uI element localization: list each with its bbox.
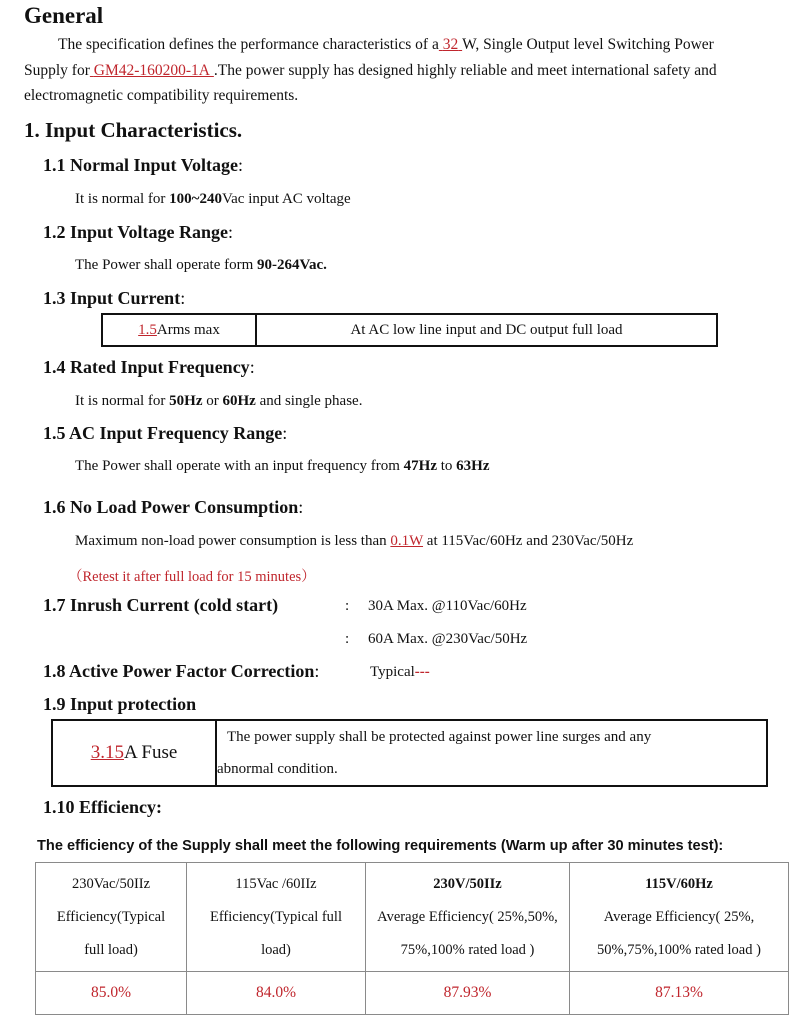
- protection-description: The power supply shall be protected against power line surges and any abnormal condition.: [216, 720, 767, 786]
- input-current-table: [101, 313, 718, 347]
- power-factor-value: Typical---: [370, 664, 430, 680]
- general-paragraph-line-1: [58, 32, 714, 58]
- efficiency-value-115v-typical: 84.0%: [187, 972, 366, 1015]
- heading-1-9: 1.9 Input protection: [43, 694, 197, 714]
- efficiency-header-230v-average: 230V/50IIz Average Efficiency( 25%,50%, 75%,100% rated load ): [366, 863, 570, 972]
- frequency-range-text: The Power shall operate with an input frequency from 47Hz to 63Hz: [75, 458, 490, 474]
- general-text: W, Single Output level Switching Power: [462, 36, 714, 53]
- efficiency-value-230v-typical: 85.0%: [36, 972, 187, 1015]
- efficiency-value-row: [36, 972, 789, 1015]
- efficiency-header-row: [36, 863, 789, 972]
- general-text: Supply for: [24, 62, 90, 79]
- heading-1-7: 1.7 Inrush Current (cold start): [43, 595, 279, 615]
- input-current-value: 1.5Arms max: [102, 314, 256, 346]
- efficiency-header-115v-average: 115V/60Hz Average Efficiency( 25%, 50%,75%,100% rated load ): [570, 863, 789, 972]
- heading-1-5: 1.5 AC Input Frequency Range:: [43, 423, 288, 443]
- inrush-current-110v: 30A Max. @110Vac/60Hz: [368, 598, 527, 614]
- normal-input-voltage-text: It is normal for 100~240Vac input AC voltage: [75, 191, 351, 207]
- heading-1-2: 1.2 Input Voltage Range:: [43, 222, 234, 242]
- efficiency-value-115v-average: 87.13%: [570, 972, 789, 1015]
- section-1-heading: 1. Input Characteristics.: [24, 118, 243, 142]
- efficiency-header-115v-typical: 115Vac /60IIz Efficiency(Typical full load): [187, 863, 366, 972]
- rated-frequency-text: It is normal for 50Hz or 60Hz and single phase.: [75, 393, 363, 409]
- heading-1-10: 1.10 Efficiency:: [43, 797, 162, 817]
- input-voltage-range-text: The Power shall operate form 90-264Vac.: [75, 257, 327, 273]
- general-paragraph-line-3: electromagnetic compatibility requirements.: [24, 87, 299, 104]
- heading-1-4: 1.4 Rated Input Frequency:: [43, 357, 255, 377]
- general-text: .The power supply has designed highly reliable and meet international safety and: [213, 62, 717, 79]
- general-text: The specification defines the performance characteristics of a: [58, 36, 439, 53]
- efficiency-intro: The efficiency of the Supply shall meet the following requirements (Warm up after 30 minutes test):: [37, 838, 724, 854]
- heading-1-1: 1.1 Normal Input Voltage:: [43, 155, 244, 175]
- efficiency-value-230v-average: 87.93%: [366, 972, 570, 1015]
- efficiency-table: [35, 862, 789, 1015]
- no-load-power-text: Maximum non-load power consumption is less than 0.1W at 115Vac/60Hz and 230Vac/50Hz: [75, 533, 634, 549]
- general-paragraph-line-2: [24, 58, 717, 84]
- heading-1-8: 1.8 Active Power Factor Correction:: [43, 661, 320, 681]
- general-heading: General: [24, 3, 104, 28]
- input-protection-table: [51, 719, 768, 787]
- retest-note: （Retest it after full load for 15 minutes）: [68, 569, 316, 585]
- wattage-value: 32: [442, 36, 459, 53]
- inrush-current-230v: 60A Max. @230Vac/50Hz: [368, 631, 528, 647]
- inrush-separator-1: :: [345, 598, 350, 614]
- model-number: GM42-160200-1A: [93, 62, 210, 79]
- fuse-rating: 3.15A Fuse: [52, 720, 216, 786]
- heading-1-3: 1.3 Input Current:: [43, 288, 186, 308]
- heading-1-6: 1.6 No Load Power Consumption:: [43, 497, 304, 517]
- input-current-condition: At AC low line input and DC output full load: [256, 314, 717, 346]
- inrush-separator-2: :: [345, 631, 350, 647]
- efficiency-header-230v-typical: 230Vac/50IIz Efficiency(Typical full load): [36, 863, 187, 972]
